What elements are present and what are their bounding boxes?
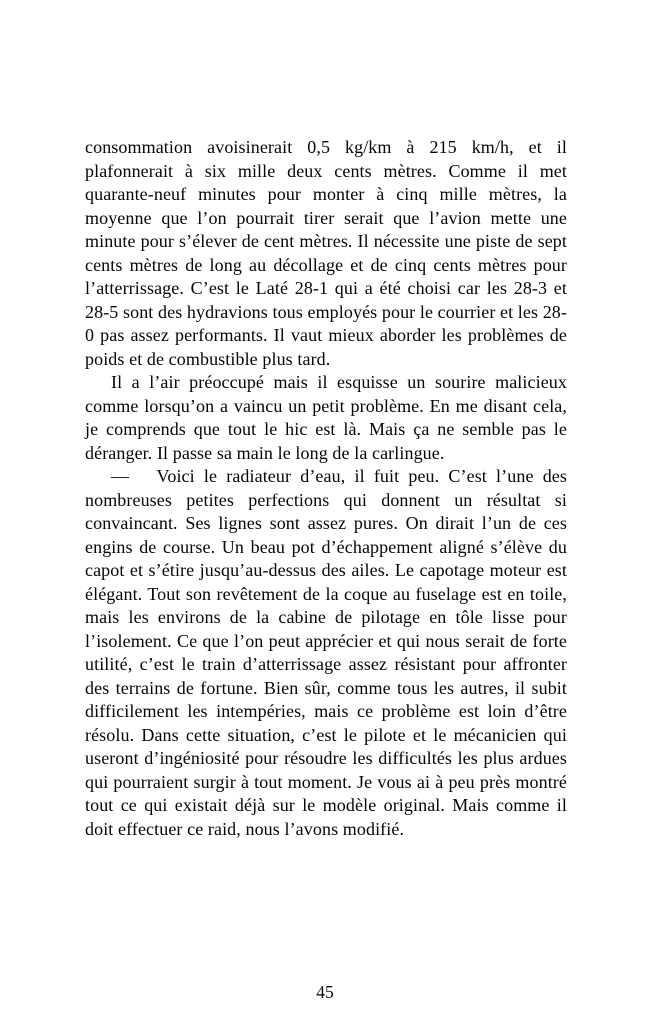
paragraph: Il a l’air préoccupé mais il esquisse un sourire malicieux comme lorsqu’on a vaincu un petit problème. En me disant cela, je comprends que tout le hic est là. Mais ça ne semble pas le déranger. Il passe sa main le long de la carlingue. <box>85 372 567 463</box>
paragraph-dialogue: — Voici le radiateur d’eau, il fuit peu. C’est l’une des nombreuses petites perfections qui donnent un résultat si convaincant. Ses lignes sont assez pures. On dirait l’un de ces engins de course. Un beau pot d’échappement aligné s’élève du capot et s’étire jusqu’au-dessus des ailes. Le capotage moteur est élégant. Tout son revêtement de la coque au fuselage est en toile, mais les environs de la cabine de pilotage en tôle lisse pour l’isolement. Ce que l’on peut apprécier et qui nous serait de forte utilité, c’est le train d’atterrissage assez résistant pour affronter des terrains de fortune. Bien sûr, comme tous les autres, il subit difficilement les intempéries, mais ce problème est loin d’être résolu. Dans cette situation, c’est le pilote et le mécanicien qui useront d’ingéniosité pour résoudre les difficultés les plus ardues qui pourraient surgir à tout moment. Je vous ai à peu près montré tout ce qui existait déjà sur le modèle original. Mais comme il doit effectuer ce raid, nous l’avons modifié. <box>85 466 567 839</box>
body-text <box>85 136 567 841</box>
page-number: 45 <box>316 982 334 1002</box>
paragraph-continuation: consommation avoisinerait 0,5 kg/km à 215 km/h, et il plafonnerait à six mille deux cents mètres. Comme il met quarante-neuf minutes pour monter à cinq mille mètres, la moyenne que l’on pourrait tirer serait que l’avion mette une minute pour s’élever de cent mètres. Il nécessite une piste de sept cents mètres de long au décollage et de cinq cents mètres pour l’atterrissage. C’est le Laté 28-1 qui a été choisi car les 28-3 et 28-5 sont des hydravions tous employés pour le courrier et les 28-0 pas assez performants. Il vaut mieux aborder les problèmes de poids et de combustible plus tard. <box>85 137 567 369</box>
